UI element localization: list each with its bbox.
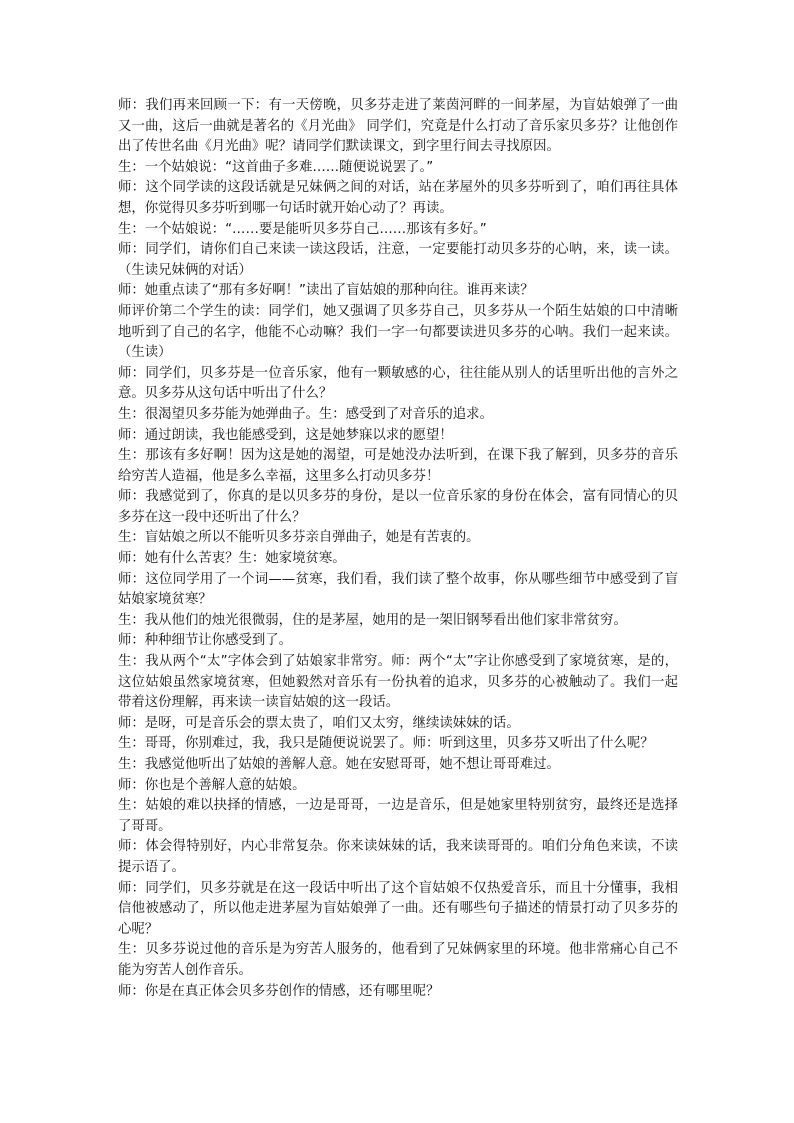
document-page xyxy=(118,96,678,1002)
paragraph: 生：盲姑娘之所以不能听贝多芬亲自弹曲子，她是有苦衷的。 xyxy=(118,530,480,546)
paragraph: 生：哥哥，你别难过，我，我只是随便说说罢了。师：听到这里，贝多芬又听出了什么呢？ xyxy=(118,736,654,752)
paragraph: 生：姑娘的难以抉择的情感，一边是哥哥，一边是音乐，但是她家里特别贫穷，最终还是选择了哥哥。 xyxy=(118,798,678,834)
paragraph: 师：这个同学读的这段话就是兄妹俩之间的对话，站在茅屋外的贝多芬听到了，咱们再往具体想，你觉得贝多芬听到哪一句话时就开始心动了？再读。 xyxy=(118,180,678,216)
paragraph: 师：你也是个善解人意的姑娘。 xyxy=(118,777,306,793)
paragraph: 生：那该有多好啊！因为这是她的渴望，可是她没办法听到，在课下我了解到，贝多芬的音乐给穷苦人造福，他是多么幸福，这里多么打动贝多芬！ xyxy=(118,448,678,484)
paragraph: 师：体会得特别好，内心非常复杂。你来读妹妹的话，我来读哥哥的。咱们分角色来读，不读提示语了。 xyxy=(118,839,678,875)
paragraph: 师：通过朗读，我也能感受到，这是她梦寐以求的愿望！ xyxy=(118,427,453,443)
paragraph: 师：种种细节让你感受到了。 xyxy=(118,633,293,649)
paragraph: 生：一个姑娘说：“这首曲子多难……随便说说罢了。” xyxy=(118,159,434,175)
paragraph: 师：这位同学用了一个词——贫寒，我们看，我们读了整个故事，你从哪些细节中感受到了盲姑娘家境贫寒？ xyxy=(118,571,678,608)
paragraph: 师：同学们，请你们自己来读一读这段话，注意，一定要能打动贝多芬的心呐，来，读一读。（生读兄妹俩的对话） xyxy=(118,242,678,278)
paragraph: 师：她有什么苦衷？生：她家境贫寒。 xyxy=(118,551,346,567)
paragraph: 生：我从两个“太”字体会到了姑娘家非常穷。师：两个“太”字让你感受到了家境贫寒，是的，这位姑娘虽然家境贫寒，但她毅然对音乐有一份执着的追求，贝多芬的心被触动了。我们一起带着这份理解，再来读一读盲姑娘的这一段话。 xyxy=(118,654,678,711)
paragraph: 师：同学们，贝多芬就是在这一段话中听出了这个盲姑娘不仅热爱音乐，而且十分懂事，我相信他被感动了，所以他走进茅屋为盲姑娘弹了一曲。还有哪些句子描述的情景打动了贝多芬的心呢？ xyxy=(118,880,678,937)
paragraph: 生：一个姑娘说：“……要是能听贝多芬自己……那该有多好。” xyxy=(118,221,487,237)
paragraph: 生：很渴望贝多芬能为她弹曲子。生：感受到了对音乐的追求。 xyxy=(118,406,493,422)
paragraph: 师：同学们，贝多芬是一位音乐家，他有一颗敏感的心，往往能从别人的话里听出他的言外之意。贝多芬从这句话中听出了什么？ xyxy=(118,365,678,402)
paragraph: 师：我感觉到了，你真的是以贝多芬的身份，是以一位音乐家的身份在体会，富有同情心的贝多芬在这一段中还听出了什么？ xyxy=(118,489,678,525)
paragraph: 生：我感觉他听出了姑娘的善解人意。她在安慰哥哥，她不想让哥哥难过。 xyxy=(118,757,560,772)
paragraph: 生：我从他们的烛光很微弱，住的是茅屋，她用的是一架旧钢琴看出他们家非常贫穷。 xyxy=(118,612,627,628)
paragraph: 师评价第二个学生的读：同学们，她又强调了贝多芬自己，贝多芬从一个陌生姑娘的口中清晰地听到了自己的名字，他能不心动嘛？我们一字一句都要读进贝多芬的心呐。我们一起来读。（生读） xyxy=(118,303,678,361)
paragraph: 师：是呀，可是音乐会的票太贵了，咱们又太穷，继续读妹妹的话。 xyxy=(118,715,520,731)
paragraph: 师：你是在真正体会贝多芬创作的情感，还有哪里呢？ xyxy=(118,983,440,999)
paragraph: 生：贝多芬说过他的音乐是为穷苦人服务的，他看到了兄妹俩家里的环境。他非常痛心自己不能为穷苦人创作音乐。 xyxy=(118,942,678,978)
paragraph: 师：我们再来回顾一下：有一天傍晚，贝多芬走进了莱茵河畔的一间茅屋，为盲姑娘弹了一曲又一曲，这后一曲就是著名的《月光曲》 同学们，究竟是什么打动了音乐家贝多芬？让他创作出了传世名曲《月光曲》呢？请同学们默读课文，到字里行间去寻找原因。 xyxy=(118,98,678,155)
paragraph: 师：她重点读了“那有多好啊！”读出了盲姑娘的那种向往。谁再来读？ xyxy=(118,283,534,299)
